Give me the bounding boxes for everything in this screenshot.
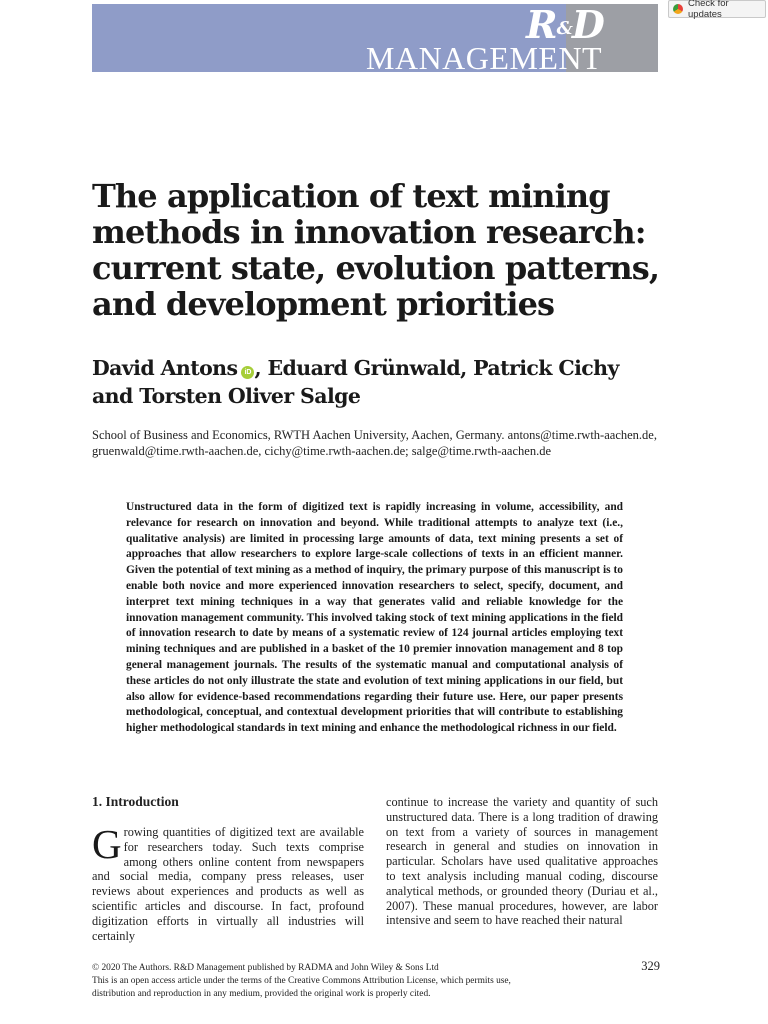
author-name: David Antons	[92, 356, 238, 380]
orcid-icon[interactable]: iD	[241, 366, 254, 379]
journal-logo-management: MANAGEMENT	[366, 40, 603, 76]
abstract: Unstructured data in the form of digitized text is rapidly increasing in volume, accessibility, and relevance for research on innovation and beyond. While traditional attempts to analyze text (i.e., qualitative analysis) are limited in processing large amounts of data, text mining presents a set of approaches that allow researchers to explore large-scale collections of texts in an efficient manner. Given the potential of text mining as a method of inquiry, the primary purpose of this manuscript is to enable both novice and more experienced innovation researchers to select, specify, document, and interpret text mining techniques in a way that generates valid and reliable knowledge for the innovation management community. This involved taking stock of text mining applications in the field of innovation research to date by means of a systematic review of 124 journal articles employing text mining techniques and are published in a basket of the 10 premier innovation management and 8 top general management journals. The results of the systematic manual and computational analysis of these articles do not only illustrate the state and evolution of text mining applications in our field, but also allow for evidence-based recommendations regarding their future use. Here, our paper presents methodological, conceptual, and contextual development priorities that will contribute to establishing higher methodological standards in text mining and enhance the methodological richness in our field.	[126, 501, 623, 735]
check-for-updates-label: Check for updates	[688, 0, 729, 20]
page-footer	[92, 959, 660, 1001]
body-column-right	[386, 795, 658, 928]
body-column-left	[92, 793, 364, 943]
article-title: The application of text mining methods in innovation research: current state, evolution patterns, and development priorities	[92, 177, 660, 323]
section-heading: 1. Introduction	[92, 794, 179, 809]
author-list	[92, 354, 672, 410]
drop-cap: G	[92, 821, 122, 867]
affiliation: School of Business and Economics, RWTH Aachen University, Aachen, Germany. antons@time.rwth-aachen.de, gruenwald@time.rwth-aachen.de, cichy@time.rwth-aachen.de; salge@time.rwth-aachen.de	[92, 428, 657, 458]
author-names: , Eduard Grünwald, Patrick Cichy	[254, 356, 619, 380]
intro-paragraph	[92, 821, 364, 943]
author-names-line2: and Torsten Oliver Salge	[92, 384, 361, 408]
copyright-notice: © 2020 The Authors. R&D Management published by RADMA and John Wiley & Sons Ltd	[92, 963, 439, 973]
journal-logo-rd: R&D	[526, 2, 604, 47]
check-for-updates-button[interactable]	[668, 0, 766, 18]
intro-text-right: continue to increase the variety and quantity of such unstructured data. There is a long tradition of drawing on text from a variety of sources in management research in general and studies on innovation in particular. Scholars have used qualitative approaches to text analysis including manual coding, discourse analytical methods, or grounded theory (Duriau et al., 2007). These manual procedures, however, are labor intensive and seem to have reached their natural	[386, 795, 658, 928]
license-notice-line2: distribution and reproduction in any medium, provided the original work is properly cited.	[92, 989, 431, 999]
page-number: 329	[641, 959, 660, 973]
license-notice-line1: This is an open access article under the terms of the Creative Commons Attribution License, which permits use,	[92, 976, 511, 986]
crossmark-icon	[673, 4, 683, 14]
intro-text-left: rowing quantities of digitized text are available for researchers today. Such texts comprise among others online content from newspapers and social media, company press releases, user reviews about experiences and products as well as scientific articles and discourse. In fact, profound digitization efforts in virtually all industries will certainly	[92, 825, 364, 943]
